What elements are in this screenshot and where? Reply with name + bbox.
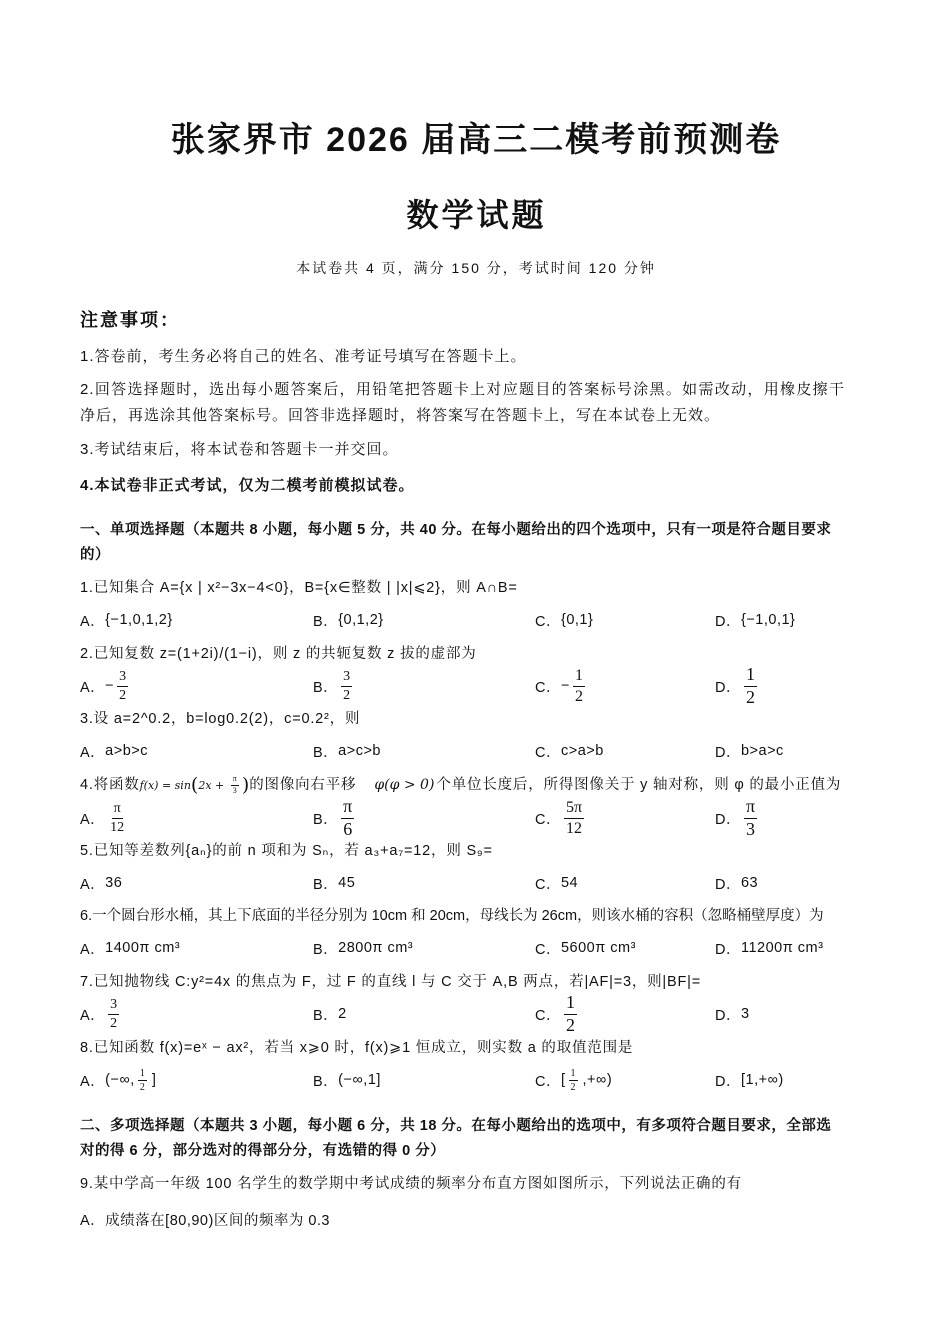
option-label: A． — [80, 1007, 106, 1024]
question-6-stem: 6.一个圆台形水桶，其上下底面的半径分别为 10cm 和 20cm，母线长为 26cm，则该水桶的容积（忽略桶壁厚度）为 — [80, 908, 824, 924]
question-7-stem: 7.已知抛物线 C:y²=4x 的焦点为 F，过 F 的直线 l 与 C 交于 A,B 两点，若|AF|=3，则|BF|= — [80, 974, 701, 990]
fraction-denominator: 6 — [343, 818, 353, 839]
option-c — [535, 666, 588, 705]
stem-middle: 的图像向右平移 — [249, 777, 357, 793]
fraction-denominator: 2 — [119, 687, 127, 703]
question-3-stem: 3.设 a=2^0.2，b=log0.2(2)，c=0.2²，则 — [80, 711, 361, 727]
note-item-2: 2.回答选择题时，选出每小题答案后，用铅笔把答题卡上对应题目的答案标号涂黑。如需改动，用橡皮擦干净后，再选涂其他答案标号。回答非选择题时，将答案写在答题卡上，写在本试卷上无效。 — [80, 381, 845, 424]
option-suffix: ] — [151, 1072, 157, 1088]
fraction-denominator: 2 — [139, 1081, 145, 1093]
option-prefix: [ — [560, 1072, 566, 1088]
fraction-denominator: 3 — [746, 818, 756, 839]
close-paren: ) — [241, 774, 250, 797]
fraction-numerator: 1 — [744, 665, 757, 687]
option-text: c>a>b — [560, 743, 604, 759]
option-a — [80, 607, 173, 633]
option-a — [80, 1067, 156, 1093]
option-d — [715, 795, 760, 839]
fraction — [341, 669, 352, 703]
option-text: 1400π cm³ — [105, 940, 181, 956]
fraction — [108, 997, 119, 1031]
option-d — [715, 1001, 750, 1027]
option-d — [715, 935, 823, 961]
option-d — [715, 870, 758, 896]
fraction-numerator: π — [231, 775, 239, 786]
option-label: A． — [80, 744, 106, 761]
question-7-options — [0, 991, 950, 1035]
option-label: C． — [535, 679, 561, 696]
option-text: a>c>b — [338, 743, 381, 759]
fraction-denominator: 2 — [745, 686, 755, 707]
question-8-options — [0, 1067, 950, 1093]
question-2-options — [0, 663, 950, 707]
option-b — [313, 738, 381, 764]
option-label: A． — [80, 1212, 106, 1229]
fraction-denominator: 2 — [110, 1015, 118, 1031]
option-label: B． — [313, 613, 339, 630]
option-label: B． — [313, 1073, 339, 1090]
fraction — [569, 1068, 578, 1093]
option-label: A． — [80, 941, 106, 958]
option-label: C． — [535, 613, 561, 630]
fraction — [117, 669, 128, 703]
option-text: [1,+∞) — [740, 1072, 784, 1088]
option-a — [80, 870, 122, 896]
fraction-numerator: 1 — [573, 667, 585, 687]
option-text: {−1,0,1,2} — [105, 612, 173, 628]
fraction-denominator: 2 — [565, 1014, 575, 1035]
option-text: {0,1} — [560, 612, 594, 628]
fraction-numerator: 1 — [139, 1067, 145, 1079]
option-text: 54 — [560, 875, 579, 891]
question-1-stem: 1.已知集合 A={x | x²−3x−4<0}，B={x∈整数 | |x|⩽2}，则 A∩B= — [80, 580, 518, 596]
function-expression: f(x) = sin — [139, 779, 191, 792]
option-a — [80, 801, 129, 835]
option-b — [313, 607, 384, 633]
fraction-numerator: 1 — [564, 993, 577, 1015]
option-text: 2 — [338, 1006, 347, 1022]
option-label: C． — [535, 811, 561, 828]
option-label: A． — [80, 876, 106, 893]
option-c — [535, 738, 604, 764]
fraction-numerator: π — [744, 797, 757, 819]
fraction-numerator: π — [112, 801, 123, 818]
option-a — [80, 669, 131, 703]
fraction — [573, 667, 585, 705]
option-label: D． — [715, 744, 741, 761]
option-label: C． — [535, 876, 561, 893]
fraction — [138, 1068, 147, 1093]
option-b — [313, 795, 357, 839]
exam-info: 本试卷共 4 页，满分 150 分，考试时间 120 分钟 — [296, 260, 656, 276]
option-d — [715, 738, 784, 764]
fraction-denominator: 12 — [110, 819, 125, 835]
option-label: B． — [313, 811, 339, 828]
option-b — [313, 669, 355, 703]
notes-heading: 注意事项： — [80, 310, 180, 330]
question-9-stem: 9.某中学高一年级 100 名学生的数学期中考试成绩的频率分布直方图如图所示，下列说法正确的有 — [80, 1176, 742, 1192]
fraction — [744, 797, 757, 840]
fraction-denominator: 2 — [574, 687, 583, 705]
option-a — [80, 935, 180, 961]
option-label: D． — [715, 811, 741, 828]
option-text: a>b>c — [105, 743, 148, 759]
option-a — [80, 738, 148, 764]
option-c — [535, 935, 636, 961]
question-1-options — [0, 607, 950, 633]
question-3-options — [0, 738, 950, 764]
fraction-denominator: 2 — [570, 1081, 576, 1093]
option-label: D． — [715, 1073, 741, 1090]
note-item-3: 3.考试结束后，将本试卷和答题卡一并交回。 — [80, 441, 399, 458]
option-b — [313, 1067, 381, 1093]
option-sign: − — [105, 678, 115, 694]
option-text: 3 — [740, 1006, 750, 1022]
option-label: D． — [715, 876, 741, 893]
fraction-numerator: π — [341, 797, 354, 819]
option-text: 11200π cm³ — [740, 940, 824, 956]
question-5-stem: 5.已知等差数列{aₙ}的前 n 项和为 Sₙ，若 a₃+a₇=12，则 S₉= — [80, 843, 493, 859]
fraction-denominator: 2 — [343, 687, 351, 703]
question-2-stem: 2.已知复数 z=(1+2i)/(1−i)，则 z 的共轭复数 z 拔的虚部为 — [80, 646, 477, 662]
option-d — [715, 607, 795, 633]
option-sign: − — [560, 678, 570, 694]
option-text: b>a>c — [740, 743, 784, 759]
option-text: (−∞,1] — [338, 1072, 381, 1088]
option-text: 36 — [105, 875, 123, 891]
fraction — [231, 775, 239, 796]
fraction-denominator: 12 — [566, 819, 583, 837]
option-label: B． — [313, 679, 339, 696]
exam-title: 张家界市 2026 届高三二模考前预测卷 — [170, 121, 782, 159]
option-label: C． — [535, 1073, 561, 1090]
option-text: 5600π cm³ — [560, 940, 636, 956]
option-text: 63 — [740, 875, 759, 891]
phi-expression: φ(φ > 0) — [374, 777, 435, 793]
fraction-numerator: 1 — [570, 1067, 576, 1079]
option-label: C． — [535, 941, 561, 958]
option-c — [535, 991, 580, 1035]
option-label: A． — [80, 613, 106, 630]
function-argument: 2x + — [198, 779, 228, 792]
question-4-stem — [80, 772, 870, 799]
option-text: 45 — [338, 875, 356, 891]
fraction-numerator: 3 — [108, 997, 119, 1014]
option-label: B． — [313, 876, 339, 893]
option-text: 成绩落在[80,90)区间的频率为 0.3 — [105, 1212, 330, 1229]
option-b — [313, 870, 355, 896]
option-label: C． — [535, 1007, 561, 1024]
fraction-denominator: 3 — [232, 785, 237, 795]
open-paren: ( — [190, 774, 199, 797]
stem-tail: 个单位长度后，所得图像关于 y 轴对称，则 φ 的最小正值为 — [436, 777, 842, 793]
exam-subtitle: 数学试题 — [406, 197, 547, 233]
option-c — [535, 607, 593, 633]
fraction — [341, 797, 354, 840]
option-d — [715, 1067, 784, 1093]
question-8-stem: 8.已知函数 f(x)=eˣ − ax²，若当 x⩾0 时，f(x)⩾1 恒成立，则实数 a 的取值范围是 — [80, 1040, 634, 1056]
option-prefix: (−∞, — [105, 1072, 135, 1088]
fraction-numerator: 3 — [117, 669, 128, 686]
option-label: D． — [715, 941, 741, 958]
option-a — [80, 1206, 330, 1232]
stem-lead: 4.将函数 — [80, 777, 140, 793]
question-5-options — [0, 870, 950, 896]
option-c — [535, 870, 578, 896]
option-c — [535, 798, 587, 837]
note-item-1: 1.答卷前，考生务必将自己的姓名、准考证号填写在答题卡上。 — [80, 348, 527, 365]
fraction-numerator: 5π — [564, 799, 584, 819]
option-label: A． — [80, 811, 106, 828]
option-label: A． — [80, 679, 106, 696]
question-4-options — [0, 795, 950, 839]
option-label: D． — [715, 679, 741, 696]
option-c — [535, 1067, 612, 1093]
option-label: B． — [313, 744, 339, 761]
option-d — [715, 663, 760, 707]
question-9-options — [0, 1206, 950, 1232]
option-b — [313, 935, 413, 961]
option-text: {−1,0,1} — [740, 612, 796, 628]
section-heading-single-choice: 一、单项选择题（本题共 8 小题，每小题 5 分，共 40 分。在每小题给出的四个选项中，只有一项是符合题目要求的） — [80, 522, 832, 563]
option-suffix: ,+∞) — [582, 1072, 613, 1088]
option-b — [313, 1001, 347, 1027]
question-6-options — [0, 935, 950, 961]
option-a — [80, 997, 122, 1031]
option-text: 2800π cm³ — [338, 940, 414, 956]
fraction — [108, 801, 126, 835]
option-label: B． — [313, 941, 339, 958]
fraction — [564, 993, 577, 1036]
fraction — [744, 665, 757, 708]
section-heading-multiple-choice: 二、多项选择题（本题共 3 小题，每小题 6 分，共 18 分。在每小题给出的选项中，有多项符合题目要求，全部选对的得 6 分，部分选对的得部分分，有选错的得 0 分） — [80, 1118, 832, 1159]
option-label: B． — [313, 1007, 339, 1024]
fraction-numerator: 3 — [341, 669, 352, 686]
option-label: D． — [715, 613, 741, 630]
option-label: C． — [535, 744, 561, 761]
note-item-4: 4.本试卷非正式考试，仅为二模考前模拟试卷。 — [80, 477, 415, 494]
fraction — [564, 799, 584, 837]
option-label: D． — [715, 1007, 741, 1024]
option-text: {0,1,2} — [338, 612, 384, 628]
option-label: A． — [80, 1073, 106, 1090]
